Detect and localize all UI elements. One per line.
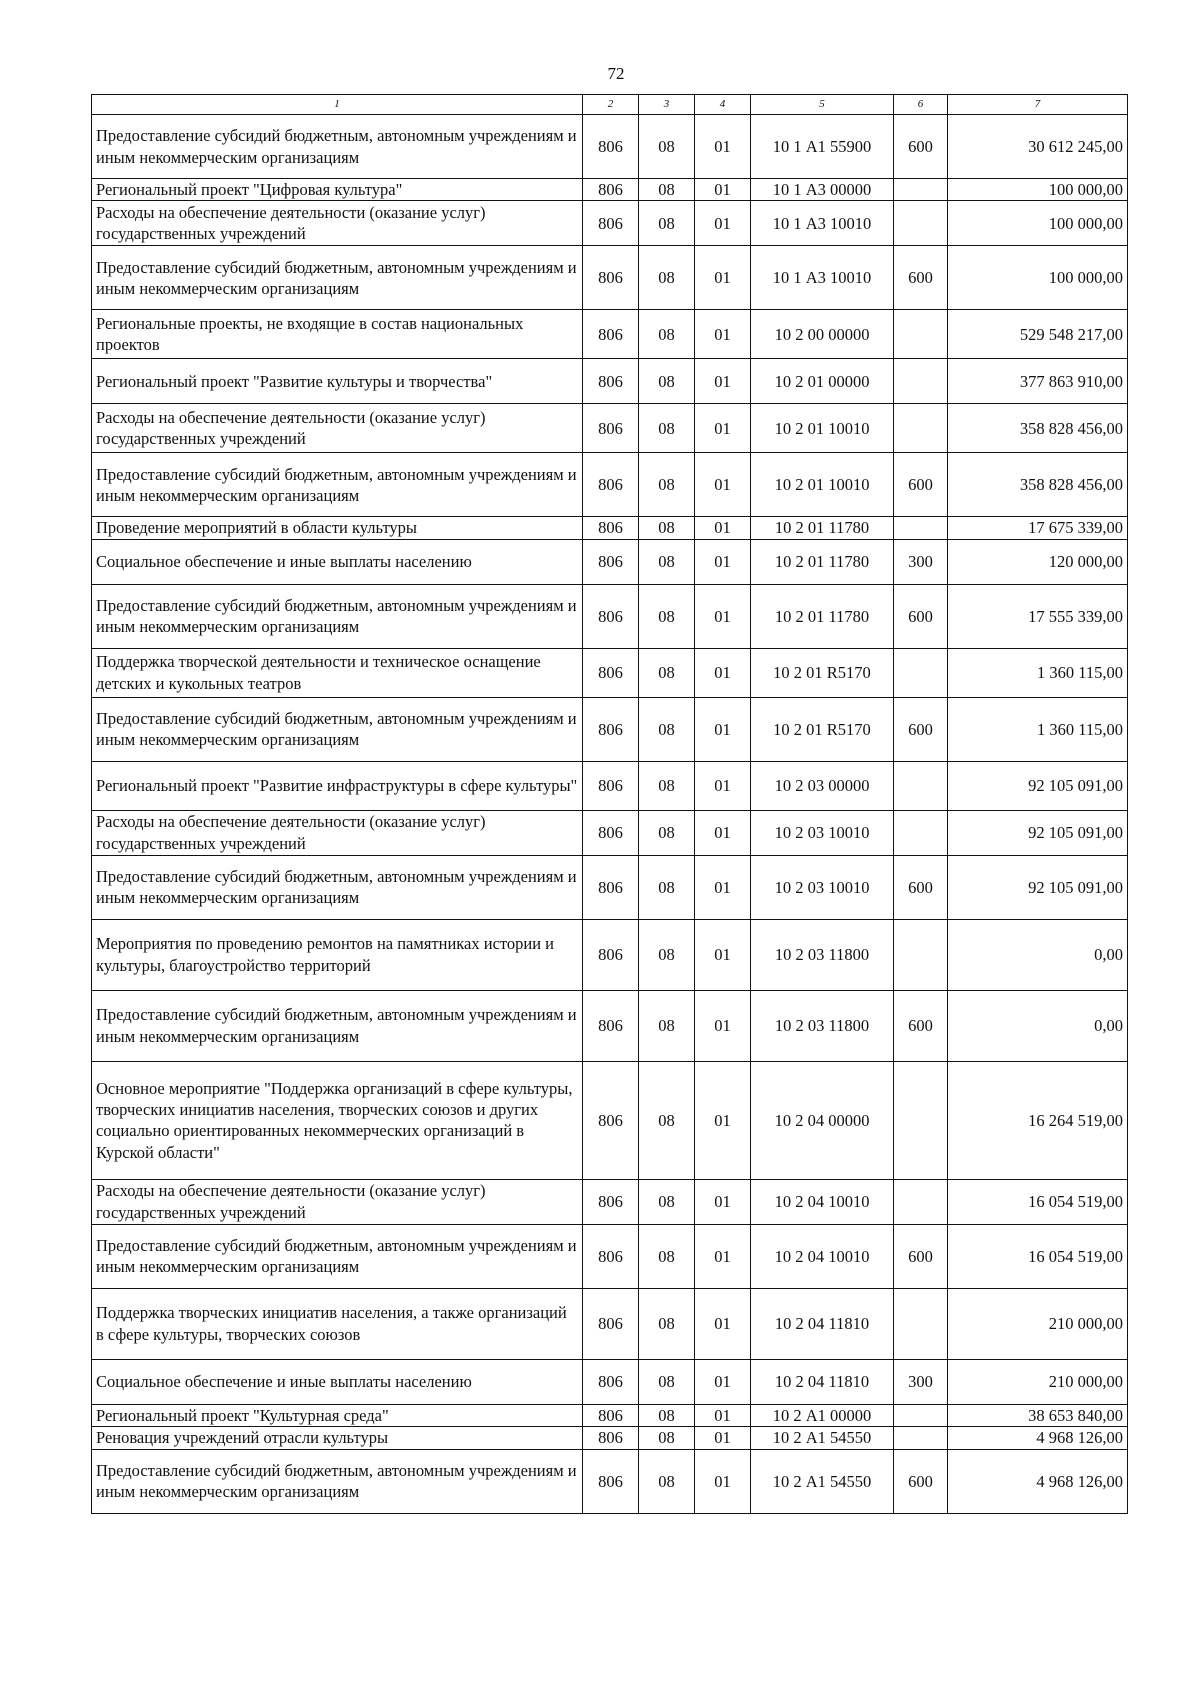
section-code-cell: 08	[639, 1179, 695, 1224]
grbs-code-cell: 806	[583, 584, 639, 648]
column-number-row	[92, 95, 1128, 115]
expense-type-cell	[894, 648, 948, 697]
row-name-cell: Предоставление субсидий бюджетным, автономным учреждениям и иным некоммерческим организациям	[92, 453, 583, 517]
row-name-cell: Поддержка творческой деятельности и техническое оснащение детских и кукольных театров	[92, 648, 583, 697]
table-row	[92, 697, 1128, 761]
row-name-cell: Региональный проект "Развитие инфраструктуры в сфере культуры"	[92, 761, 583, 810]
grbs-code-cell: 806	[583, 404, 639, 453]
amount-cell: 210 000,00	[948, 1288, 1128, 1359]
target-article-cell: 10 2 03 00000	[751, 761, 894, 810]
grbs-code-cell: 806	[583, 246, 639, 310]
expense-type-cell	[894, 179, 948, 201]
section-code-cell: 08	[639, 115, 695, 179]
section-code-cell: 08	[639, 1404, 695, 1426]
grbs-code-cell: 806	[583, 310, 639, 359]
expense-type-cell	[894, 919, 948, 990]
amount-cell: 92 105 091,00	[948, 761, 1128, 810]
table-row	[92, 810, 1128, 855]
section-code-cell: 08	[639, 1061, 695, 1179]
target-article-cell: 10 2 03 11800	[751, 919, 894, 990]
amount-cell: 100 000,00	[948, 246, 1128, 310]
section-code-cell: 08	[639, 1449, 695, 1513]
section-code-cell: 08	[639, 584, 695, 648]
amount-cell: 1 360 115,00	[948, 648, 1128, 697]
subsection-code-cell: 01	[695, 810, 751, 855]
subsection-code-cell: 01	[695, 855, 751, 919]
section-code-cell: 08	[639, 697, 695, 761]
table-row	[92, 517, 1128, 539]
target-article-cell: 10 1 А3 00000	[751, 179, 894, 201]
column-header: 5	[751, 95, 894, 115]
expense-type-cell: 600	[894, 115, 948, 179]
table-row	[92, 115, 1128, 179]
subsection-code-cell: 01	[695, 1404, 751, 1426]
amount-cell: 100 000,00	[948, 201, 1128, 246]
table-row	[92, 919, 1128, 990]
section-code-cell: 08	[639, 990, 695, 1061]
amount-cell: 17 675 339,00	[948, 517, 1128, 539]
expense-type-cell: 600	[894, 1224, 948, 1288]
expense-type-cell: 600	[894, 990, 948, 1061]
row-name-cell: Региональный проект "Цифровая культура"	[92, 179, 583, 201]
section-code-cell: 08	[639, 810, 695, 855]
subsection-code-cell: 01	[695, 1449, 751, 1513]
section-code-cell: 08	[639, 359, 695, 404]
subsection-code-cell: 01	[695, 1427, 751, 1449]
grbs-code-cell: 806	[583, 697, 639, 761]
subsection-code-cell: 01	[695, 453, 751, 517]
expense-type-cell	[894, 1061, 948, 1179]
target-article-cell: 10 1 А1 55900	[751, 115, 894, 179]
grbs-code-cell: 806	[583, 453, 639, 517]
subsection-code-cell: 01	[695, 179, 751, 201]
grbs-code-cell: 806	[583, 539, 639, 584]
target-article-cell: 10 2 03 11800	[751, 990, 894, 1061]
section-code-cell: 08	[639, 246, 695, 310]
target-article-cell: 10 2 04 00000	[751, 1061, 894, 1179]
row-name-cell: Региональный проект "Развитие культуры и творчества"	[92, 359, 583, 404]
amount-cell: 120 000,00	[948, 539, 1128, 584]
grbs-code-cell: 806	[583, 359, 639, 404]
amount-cell: 100 000,00	[948, 179, 1128, 201]
subsection-code-cell: 01	[695, 517, 751, 539]
row-name-cell: Предоставление субсидий бюджетным, автономным учреждениям и иным некоммерческим организациям	[92, 1224, 583, 1288]
column-header: 4	[695, 95, 751, 115]
table-row	[92, 404, 1128, 453]
expense-type-cell: 600	[894, 1449, 948, 1513]
subsection-code-cell: 01	[695, 1224, 751, 1288]
amount-cell: 358 828 456,00	[948, 453, 1128, 517]
amount-cell: 92 105 091,00	[948, 810, 1128, 855]
grbs-code-cell: 806	[583, 1449, 639, 1513]
expense-type-cell	[894, 1404, 948, 1426]
section-code-cell: 08	[639, 1427, 695, 1449]
grbs-code-cell: 806	[583, 115, 639, 179]
row-name-cell: Мероприятия по проведению ремонтов на памятниках истории и культуры, благоустройство территорий	[92, 919, 583, 990]
subsection-code-cell: 01	[695, 584, 751, 648]
column-header: 1	[92, 95, 583, 115]
section-code-cell: 08	[639, 404, 695, 453]
target-article-cell: 10 2 А1 00000	[751, 1404, 894, 1426]
table-row	[92, 855, 1128, 919]
table-row	[92, 1449, 1128, 1513]
section-code-cell: 08	[639, 1288, 695, 1359]
expense-type-cell	[894, 310, 948, 359]
row-name-cell: Реновация учреждений отрасли культуры	[92, 1427, 583, 1449]
row-name-cell: Расходы на обеспечение деятельности (оказание услуг) государственных учреждений	[92, 201, 583, 246]
table-row	[92, 1427, 1128, 1449]
section-code-cell: 08	[639, 1359, 695, 1404]
amount-cell: 16 054 519,00	[948, 1179, 1128, 1224]
amount-cell: 92 105 091,00	[948, 855, 1128, 919]
expense-type-cell	[894, 1288, 948, 1359]
amount-cell: 4 968 126,00	[948, 1449, 1128, 1513]
subsection-code-cell: 01	[695, 648, 751, 697]
target-article-cell: 10 2 04 10010	[751, 1224, 894, 1288]
section-code-cell: 08	[639, 761, 695, 810]
table-body	[92, 115, 1128, 1514]
column-header: 2	[583, 95, 639, 115]
section-code-cell: 08	[639, 310, 695, 359]
amount-cell: 377 863 910,00	[948, 359, 1128, 404]
table-row	[92, 1061, 1128, 1179]
target-article-cell: 10 2 А1 54550	[751, 1427, 894, 1449]
row-name-cell: Региональный проект "Культурная среда"	[92, 1404, 583, 1426]
section-code-cell: 08	[639, 179, 695, 201]
target-article-cell: 10 2 01 10010	[751, 404, 894, 453]
section-code-cell: 08	[639, 517, 695, 539]
expense-type-cell	[894, 761, 948, 810]
section-code-cell: 08	[639, 1224, 695, 1288]
subsection-code-cell: 01	[695, 201, 751, 246]
row-name-cell: Основное мероприятие "Поддержка организаций в сфере культуры, творческих инициатив населения, творческих союзов и других социально ориентированных некоммерческих организаций в Курской области"	[92, 1061, 583, 1179]
table-row	[92, 1359, 1128, 1404]
table-row	[92, 179, 1128, 201]
target-article-cell: 10 2 00 00000	[751, 310, 894, 359]
amount-cell: 16 264 519,00	[948, 1061, 1128, 1179]
table-row	[92, 990, 1128, 1061]
grbs-code-cell: 806	[583, 201, 639, 246]
table-row	[92, 1288, 1128, 1359]
budget-table	[91, 94, 1128, 1514]
expense-type-cell: 600	[894, 453, 948, 517]
grbs-code-cell: 806	[583, 810, 639, 855]
column-header: 3	[639, 95, 695, 115]
table-row	[92, 1224, 1128, 1288]
table-row	[92, 584, 1128, 648]
expense-type-cell	[894, 404, 948, 453]
row-name-cell: Расходы на обеспечение деятельности (оказание услуг) государственных учреждений	[92, 810, 583, 855]
grbs-code-cell: 806	[583, 1359, 639, 1404]
grbs-code-cell: 806	[583, 517, 639, 539]
amount-cell: 30 612 245,00	[948, 115, 1128, 179]
expense-type-cell: 300	[894, 539, 948, 584]
grbs-code-cell: 806	[583, 1404, 639, 1426]
subsection-code-cell: 01	[695, 919, 751, 990]
target-article-cell: 10 2 01 R5170	[751, 648, 894, 697]
row-name-cell: Предоставление субсидий бюджетным, автономным учреждениям и иным некоммерческим организациям	[92, 246, 583, 310]
subsection-code-cell: 01	[695, 404, 751, 453]
row-name-cell: Проведение мероприятий в области культуры	[92, 517, 583, 539]
table-row	[92, 310, 1128, 359]
target-article-cell: 10 2 01 11780	[751, 584, 894, 648]
row-name-cell: Предоставление субсидий бюджетным, автономным учреждениям и иным некоммерческим организациям	[92, 1449, 583, 1513]
target-article-cell: 10 1 А3 10010	[751, 201, 894, 246]
target-article-cell: 10 2 04 10010	[751, 1179, 894, 1224]
subsection-code-cell: 01	[695, 359, 751, 404]
section-code-cell: 08	[639, 919, 695, 990]
amount-cell: 38 653 840,00	[948, 1404, 1128, 1426]
subsection-code-cell: 01	[695, 990, 751, 1061]
target-article-cell: 10 2 01 R5170	[751, 697, 894, 761]
row-name-cell: Предоставление субсидий бюджетным, автономным учреждениям и иным некоммерческим организациям	[92, 697, 583, 761]
target-article-cell: 10 2 01 11780	[751, 539, 894, 584]
amount-cell: 1 360 115,00	[948, 697, 1128, 761]
grbs-code-cell: 806	[583, 761, 639, 810]
table-row	[92, 246, 1128, 310]
row-name-cell: Социальное обеспечение и иные выплаты населению	[92, 539, 583, 584]
grbs-code-cell: 806	[583, 648, 639, 697]
table-row	[92, 1179, 1128, 1224]
expense-type-cell: 600	[894, 855, 948, 919]
table-row	[92, 453, 1128, 517]
column-header: 6	[894, 95, 948, 115]
grbs-code-cell: 806	[583, 1179, 639, 1224]
table-row	[92, 539, 1128, 584]
grbs-code-cell: 806	[583, 919, 639, 990]
target-article-cell: 10 2 01 00000	[751, 359, 894, 404]
expense-type-cell	[894, 810, 948, 855]
target-article-cell: 10 2 03 10010	[751, 810, 894, 855]
target-article-cell: 10 2 01 10010	[751, 453, 894, 517]
subsection-code-cell: 01	[695, 1359, 751, 1404]
grbs-code-cell: 806	[583, 855, 639, 919]
target-article-cell: 10 2 03 10010	[751, 855, 894, 919]
row-name-cell: Расходы на обеспечение деятельности (оказание услуг) государственных учреждений	[92, 404, 583, 453]
grbs-code-cell: 806	[583, 990, 639, 1061]
amount-cell: 210 000,00	[948, 1359, 1128, 1404]
target-article-cell: 10 2 01 11780	[751, 517, 894, 539]
row-name-cell: Региональные проекты, не входящие в состав национальных проектов	[92, 310, 583, 359]
expense-type-cell	[894, 517, 948, 539]
table-row	[92, 359, 1128, 404]
subsection-code-cell: 01	[695, 115, 751, 179]
subsection-code-cell: 01	[695, 246, 751, 310]
table-row	[92, 761, 1128, 810]
subsection-code-cell: 01	[695, 310, 751, 359]
row-name-cell: Предоставление субсидий бюджетным, автономным учреждениям и иным некоммерческим организациям	[92, 855, 583, 919]
expense-type-cell: 300	[894, 1359, 948, 1404]
subsection-code-cell: 01	[695, 1061, 751, 1179]
row-name-cell: Социальное обеспечение и иные выплаты населению	[92, 1359, 583, 1404]
subsection-code-cell: 01	[695, 1179, 751, 1224]
row-name-cell: Расходы на обеспечение деятельности (оказание услуг) государственных учреждений	[92, 1179, 583, 1224]
expense-type-cell	[894, 359, 948, 404]
row-name-cell: Предоставление субсидий бюджетным, автономным учреждениям и иным некоммерческим организациям	[92, 115, 583, 179]
amount-cell: 0,00	[948, 919, 1128, 990]
amount-cell: 17 555 339,00	[948, 584, 1128, 648]
grbs-code-cell: 806	[583, 1288, 639, 1359]
section-code-cell: 08	[639, 648, 695, 697]
grbs-code-cell: 806	[583, 1427, 639, 1449]
expense-type-cell	[894, 1427, 948, 1449]
amount-cell: 4 968 126,00	[948, 1427, 1128, 1449]
table-row	[92, 1404, 1128, 1426]
subsection-code-cell: 01	[695, 761, 751, 810]
section-code-cell: 08	[639, 855, 695, 919]
expense-type-cell: 600	[894, 584, 948, 648]
target-article-cell: 10 2 04 11810	[751, 1288, 894, 1359]
subsection-code-cell: 01	[695, 1288, 751, 1359]
grbs-code-cell: 806	[583, 179, 639, 201]
row-name-cell: Предоставление субсидий бюджетным, автономным учреждениям и иным некоммерческим организациям	[92, 990, 583, 1061]
target-article-cell: 10 2 04 11810	[751, 1359, 894, 1404]
page-number: 72	[607, 64, 625, 83]
expense-type-cell: 600	[894, 246, 948, 310]
subsection-code-cell: 01	[695, 697, 751, 761]
section-code-cell: 08	[639, 539, 695, 584]
row-name-cell: Предоставление субсидий бюджетным, автономным учреждениям и иным некоммерческим организациям	[92, 584, 583, 648]
target-article-cell: 10 1 А3 10010	[751, 246, 894, 310]
section-code-cell: 08	[639, 201, 695, 246]
expense-type-cell	[894, 201, 948, 246]
expense-type-cell	[894, 1179, 948, 1224]
table-row	[92, 648, 1128, 697]
grbs-code-cell: 806	[583, 1061, 639, 1179]
target-article-cell: 10 2 А1 54550	[751, 1449, 894, 1513]
section-code-cell: 08	[639, 453, 695, 517]
grbs-code-cell: 806	[583, 1224, 639, 1288]
amount-cell: 529 548 217,00	[948, 310, 1128, 359]
amount-cell: 0,00	[948, 990, 1128, 1061]
amount-cell: 16 054 519,00	[948, 1224, 1128, 1288]
column-header: 7	[948, 95, 1128, 115]
row-name-cell: Поддержка творческих инициатив населения, а также организаций в сфере культуры, творческих союзов	[92, 1288, 583, 1359]
subsection-code-cell: 01	[695, 539, 751, 584]
table-row	[92, 201, 1128, 246]
amount-cell: 358 828 456,00	[948, 404, 1128, 453]
expense-type-cell: 600	[894, 697, 948, 761]
